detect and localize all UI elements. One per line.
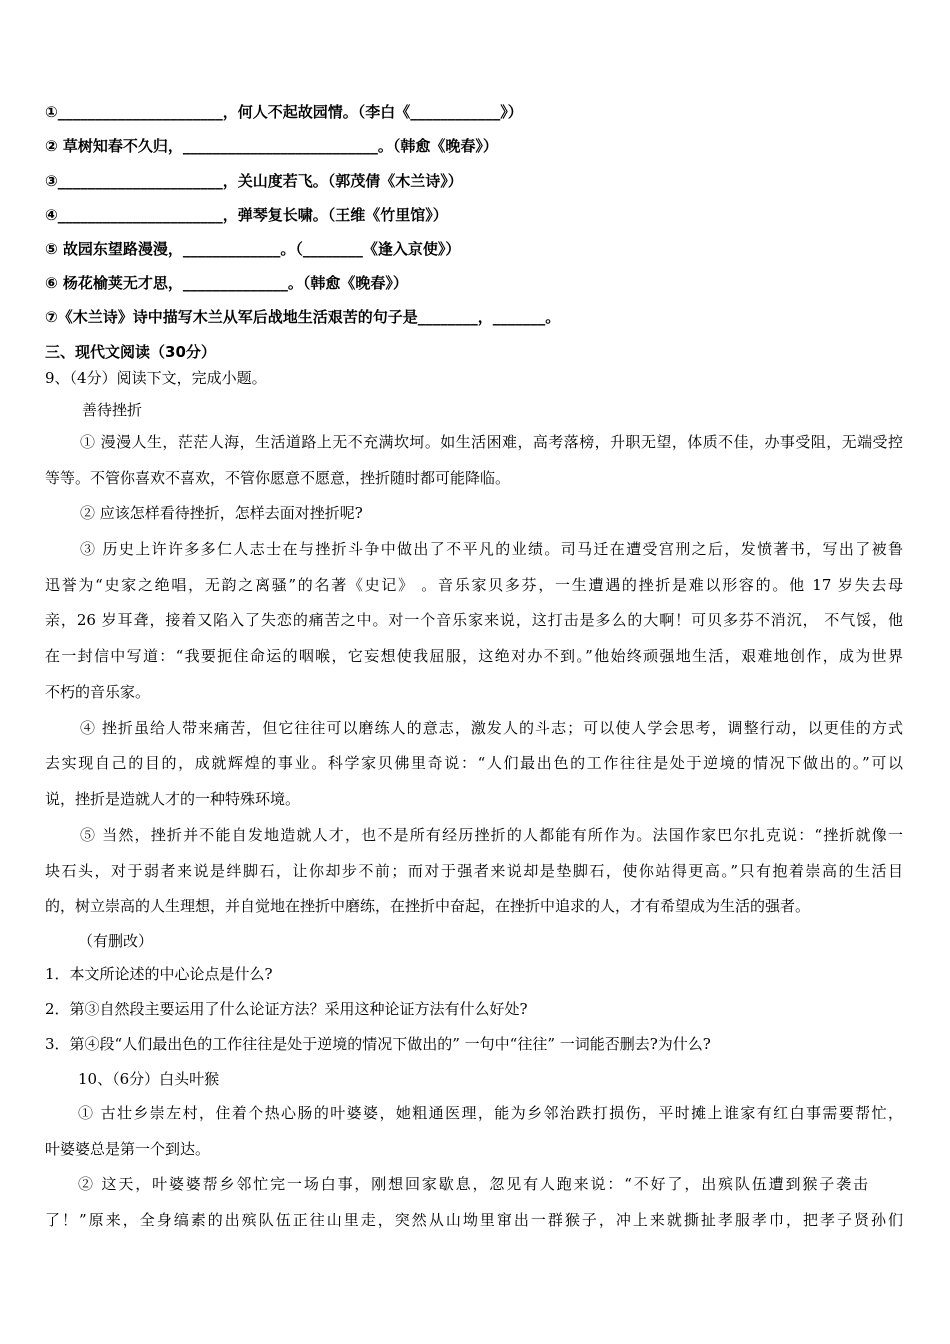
- poem-line-5: ⑤ 故园东望路漫漫，_____________。（________《逢入京使》）: [45, 240, 461, 258]
- article-line: 亲，26 岁耳聋，接着又陷入了失恋的痛苦之中。对一个音乐家来说，这打击是多么的大啊！可贝多芬不消沉， 不气馁，他: [45, 611, 903, 629]
- source-note: （有删改）: [78, 932, 154, 950]
- question-1: 1．本文所论述的中心论点是什么?: [45, 965, 273, 983]
- poem-line-3: ③______________________，关山度若飞。（郭茂倩《木兰诗》）: [45, 172, 463, 190]
- poem-line-7: ⑦《木兰诗》诗中描写木兰从军后战地生活艰苦的句子是________，_______。: [45, 308, 561, 326]
- article-line: 迅誉为“史家之绝唱，无韵之离骚”的名著《史记》 。音乐家贝多芬，一生遭遇的挫折是难以形容的。他 17 岁失去母: [45, 576, 903, 594]
- poem-line-2: ② 草树知春不久归，__________________________。（韩愈《晚春》）: [45, 137, 498, 155]
- article-title: 善待挫折: [82, 401, 143, 419]
- article-line: 的，树立崇高的人生理想，并自觉地在挫折中磨练，在挫折中奋起，在挫折中追求的人，才有希望成为生活的强者。: [45, 897, 811, 915]
- q9-intro: 9、（4分）阅读下文，完成小题。: [45, 369, 267, 387]
- article-line: 了！”原来，全身缟素的出殡队伍正往山里走，突然从山坳里窜出一群猴子，冲上来就撕扯孝服孝巾，把孝子贤孙们: [45, 1211, 903, 1229]
- article-line: ⑤ 当然，挫折并不能自发地造就人才，也不是所有经历挫折的人都能有所作为。法国作家巴尔扎克说：“挫折就像一: [80, 826, 903, 844]
- section-title: 三、现代文阅读（30分）: [45, 343, 216, 361]
- article-line: 在一封信中写道：“我要扼住命运的咽喉，它妄想使我屈服，这绝对办不到。”他始终顽强地生活，艰难地创作，成为世界: [45, 647, 903, 665]
- article-line: 叶婆婆总是第一个到达。: [45, 1140, 211, 1158]
- q10-intro: 10、（6分）白头叶猴: [78, 1070, 220, 1088]
- article-line: 说，挫折是造就人才的一种特殊环境。: [45, 790, 301, 808]
- question-3: 3．第④段“人们最出色的工作往往是处于逆境的情况下做出的” 一句中“往往” 一词能否删去?为什么?: [45, 1035, 711, 1053]
- question-2: 2．第③自然段主要运用了什么论证方法？采用这种论证方法有什么好处?: [45, 1000, 528, 1018]
- poem-line-1: ①______________________，何人不起故园情。（李白《____________》）: [45, 103, 523, 121]
- poem-line-4: ④______________________，弹琴复长啸。（王维《竹里馆》）: [45, 206, 448, 224]
- article-line: ② 这天，叶婆婆帮乡邻忙完一场白事，刚想回家歇息，忽见有人跑来说：“不好了，出殡队伍遭到猴子袭击: [78, 1175, 868, 1193]
- article-line: 块石头，对于弱者来说是绊脚石，让你却步不前；而对于强者来说却是垫脚石，使你站得更高。”只有抱着崇高的生活目: [45, 862, 903, 880]
- article-line: 不朽的音乐家。: [45, 683, 151, 701]
- article-line: ② 应该怎样看待挫折，怎样去面对挫折呢?: [80, 504, 363, 522]
- poem-line-6: ⑥ 杨花榆荚无才思，______________。（韩愈《晚春》）: [45, 274, 408, 292]
- article-line: ④ 挫折虽给人带来痛苦，但它往往可以磨练人的意志，激发人的斗志；可以使人学会思考，调整行动，以更佳的方式: [80, 719, 903, 737]
- article-line: ① 古壮乡崇左村，住着个热心肠的叶婆婆，她粗通医理，能为乡邻治跌打损伤，平时摊上谁家有红白事需要帮忙，: [78, 1104, 903, 1122]
- article-line: 去实现自己的目的，成就辉煌的事业。科学家贝佛里奇说：“人们最出色的工作往往是处于逆境的情况下做出的。”可以: [45, 754, 903, 772]
- article-line: 等等。不管你喜欢不喜欢，不管你愿意不愿意，挫折随时都可能降临。: [45, 469, 511, 487]
- article-line: ① 漫漫人生，茫茫人海，生活道路上无不充满坎坷。如生活困难，高考落榜，升职无望，体质不佳，办事受阻，无端受控: [80, 433, 903, 451]
- article-line: ③ 历史上许许多多仁人志士在与挫折斗争中做出了不平凡的业绩。司马迁在遭受宫刑之后，发愤著书，写出了被鲁: [80, 540, 903, 558]
